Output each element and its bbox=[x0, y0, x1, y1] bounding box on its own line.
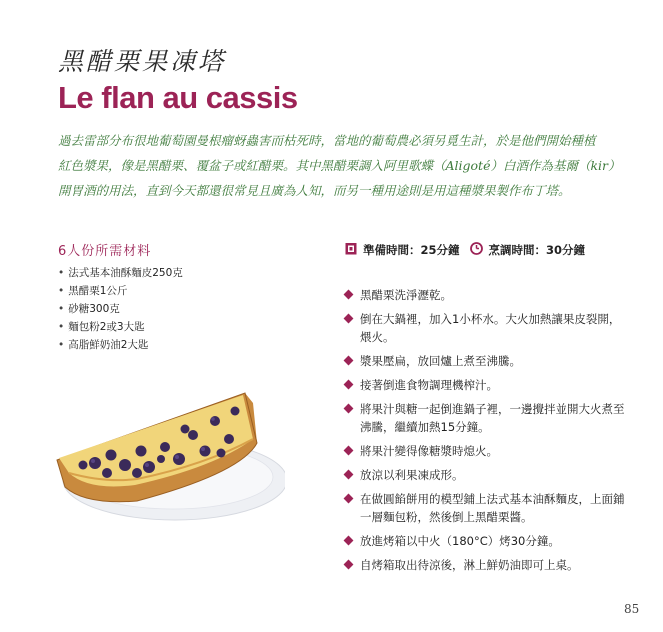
step-item: 在做圓餡餅用的模型鋪上法式基本油酥麵皮，上面鋪一層麵包粉，然後倒上黑醋栗醬。 bbox=[345, 490, 625, 526]
step-item: 將果汁變得像糖漿時熄火。 bbox=[345, 442, 625, 460]
step-item: 放進烤箱以中火（180°C）烤30分鐘。 bbox=[345, 532, 625, 550]
step-item: 漿果壓扁，放回爐上煮至沸騰。 bbox=[345, 352, 625, 370]
intro-line: 開胃酒的用法，直到今天都還很常見且廣為人知，而另一種用途則是用這種漿果製作布丁塔。 bbox=[58, 183, 571, 198]
diamond-bullet-icon bbox=[344, 314, 354, 324]
intro-line: 過去雷部分布很地葡萄園曼根瘤蚜蟲害而枯死時，當地的葡萄農必須另覓生計，於是他們開始種植 bbox=[58, 133, 596, 148]
diamond-bullet-icon bbox=[344, 494, 354, 504]
step-item: 自烤箱取出待涼後，淋上鮮奶油即可上桌。 bbox=[345, 556, 625, 574]
ingredient-item: • 高脂鮮奶油2大匙 bbox=[58, 336, 183, 354]
intro-line: 紅色漿果，像是黑醋栗、覆盆子或紅醋栗。其中黑醋栗調入阿里歌蝶（Aligoté）白酒作為基爾（kir） bbox=[58, 158, 621, 173]
diamond-bullet-icon bbox=[344, 536, 354, 546]
ingredient-item: • 麵包粉2或3大匙 bbox=[58, 318, 183, 336]
tart-illustration bbox=[45, 355, 285, 529]
ingredient-item: • 砂糖300克 bbox=[58, 300, 183, 318]
step-item: 將果汁與糖一起倒進鍋子裡，一邊攪拌並開大火煮至沸騰，繼續加熱15分鐘。 bbox=[345, 400, 625, 436]
step-item: 放涼以利果凍成形。 bbox=[345, 466, 625, 484]
step-item: 接著倒進食物調理機榨汁。 bbox=[345, 376, 625, 394]
cook-time: 烹調時間：30分鐘 bbox=[488, 243, 586, 257]
intro-paragraph bbox=[58, 128, 621, 203]
prep-time-icon bbox=[345, 242, 357, 258]
diamond-bullet-icon bbox=[344, 290, 354, 300]
title-fr: Le flan au cassis bbox=[58, 80, 298, 115]
prep-time: 準備時間：25分鐘 bbox=[363, 243, 460, 257]
ingredient-item: • 法式基本油酥麵皮250克 bbox=[58, 264, 183, 282]
page-number: 85 bbox=[624, 602, 640, 616]
ingredients-title: 6人份所需材料 bbox=[58, 244, 152, 259]
times-row bbox=[345, 242, 585, 258]
ingredients-list bbox=[58, 264, 183, 354]
diamond-bullet-icon bbox=[344, 470, 354, 480]
diamond-bullet-icon bbox=[344, 446, 354, 456]
diamond-bullet-icon bbox=[344, 380, 354, 390]
diamond-bullet-icon bbox=[344, 560, 354, 570]
diamond-bullet-icon bbox=[344, 404, 354, 414]
step-item: 倒在大鍋裡，加入1小杯水。大火加熱讓果皮裂開，煨火。 bbox=[345, 310, 625, 346]
steps-list bbox=[345, 286, 625, 580]
diamond-bullet-icon bbox=[344, 356, 354, 366]
ingredient-item: • 黑醋栗1公斤 bbox=[58, 282, 183, 300]
step-item: 黑醋栗洗淨瀝乾。 bbox=[345, 286, 625, 304]
title-zh: 黑醋栗果凍塔 bbox=[58, 47, 227, 76]
clock-icon bbox=[470, 242, 483, 258]
